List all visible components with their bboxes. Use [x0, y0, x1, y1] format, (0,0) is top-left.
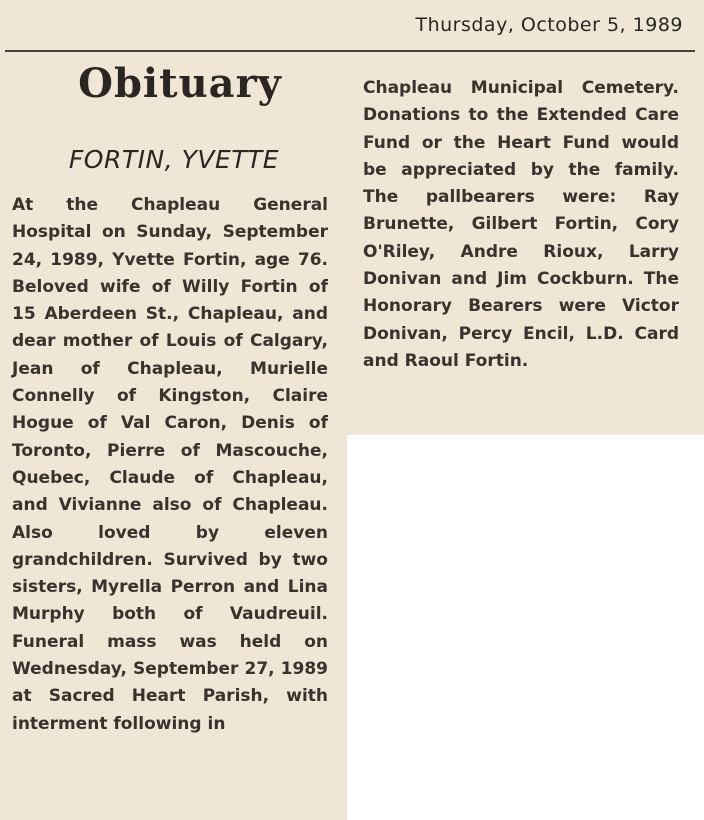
publication-date: Thursday, October 5, 1989 — [415, 14, 683, 36]
deceased-name: FORTIN, YVETTE — [68, 145, 280, 174]
section-title: Obituary — [78, 60, 282, 107]
obituary-text-right: Chapleau Municipal Cemetery. Donations to the Extended Care Fund or the Heart Fund would be appreciated by the family. The pallbearers were: Ray Brunette, Gilbert Fortin, Cory O'Riley, Andre Rioux, Larry Donivan and Jim Cockburn. The Honorary Bearers were Victor Donivan, Percy Encil, L.D. Card and Raoul Fortin. — [363, 78, 679, 371]
header-rule — [5, 50, 695, 52]
obituary-text-left: At the Chapleau General Hospital on Sunday, September 24, 1989, Yvette Fortin, age 76. Beloved wife of Willy Fortin of 15 Aberdeen St., Chapleau, and dear mother of Louis of Calgary, Jean of Chapleau, Murielle Connelly of Kingston, Claire Hogue of Val Caron, Denis of Toronto, Pierre of Mascouche, Quebec, Claude of Chapleau, and Vivianne also of Chapleau. Also loved by eleven grandchildren. Survived by two sisters, Myrella Perron and Lina Murphy both of Vaudreuil. Funeral mass was held on Wednesday, September 27, 1989 at Sacred Heart Parish, with interment following in — [12, 195, 328, 734]
